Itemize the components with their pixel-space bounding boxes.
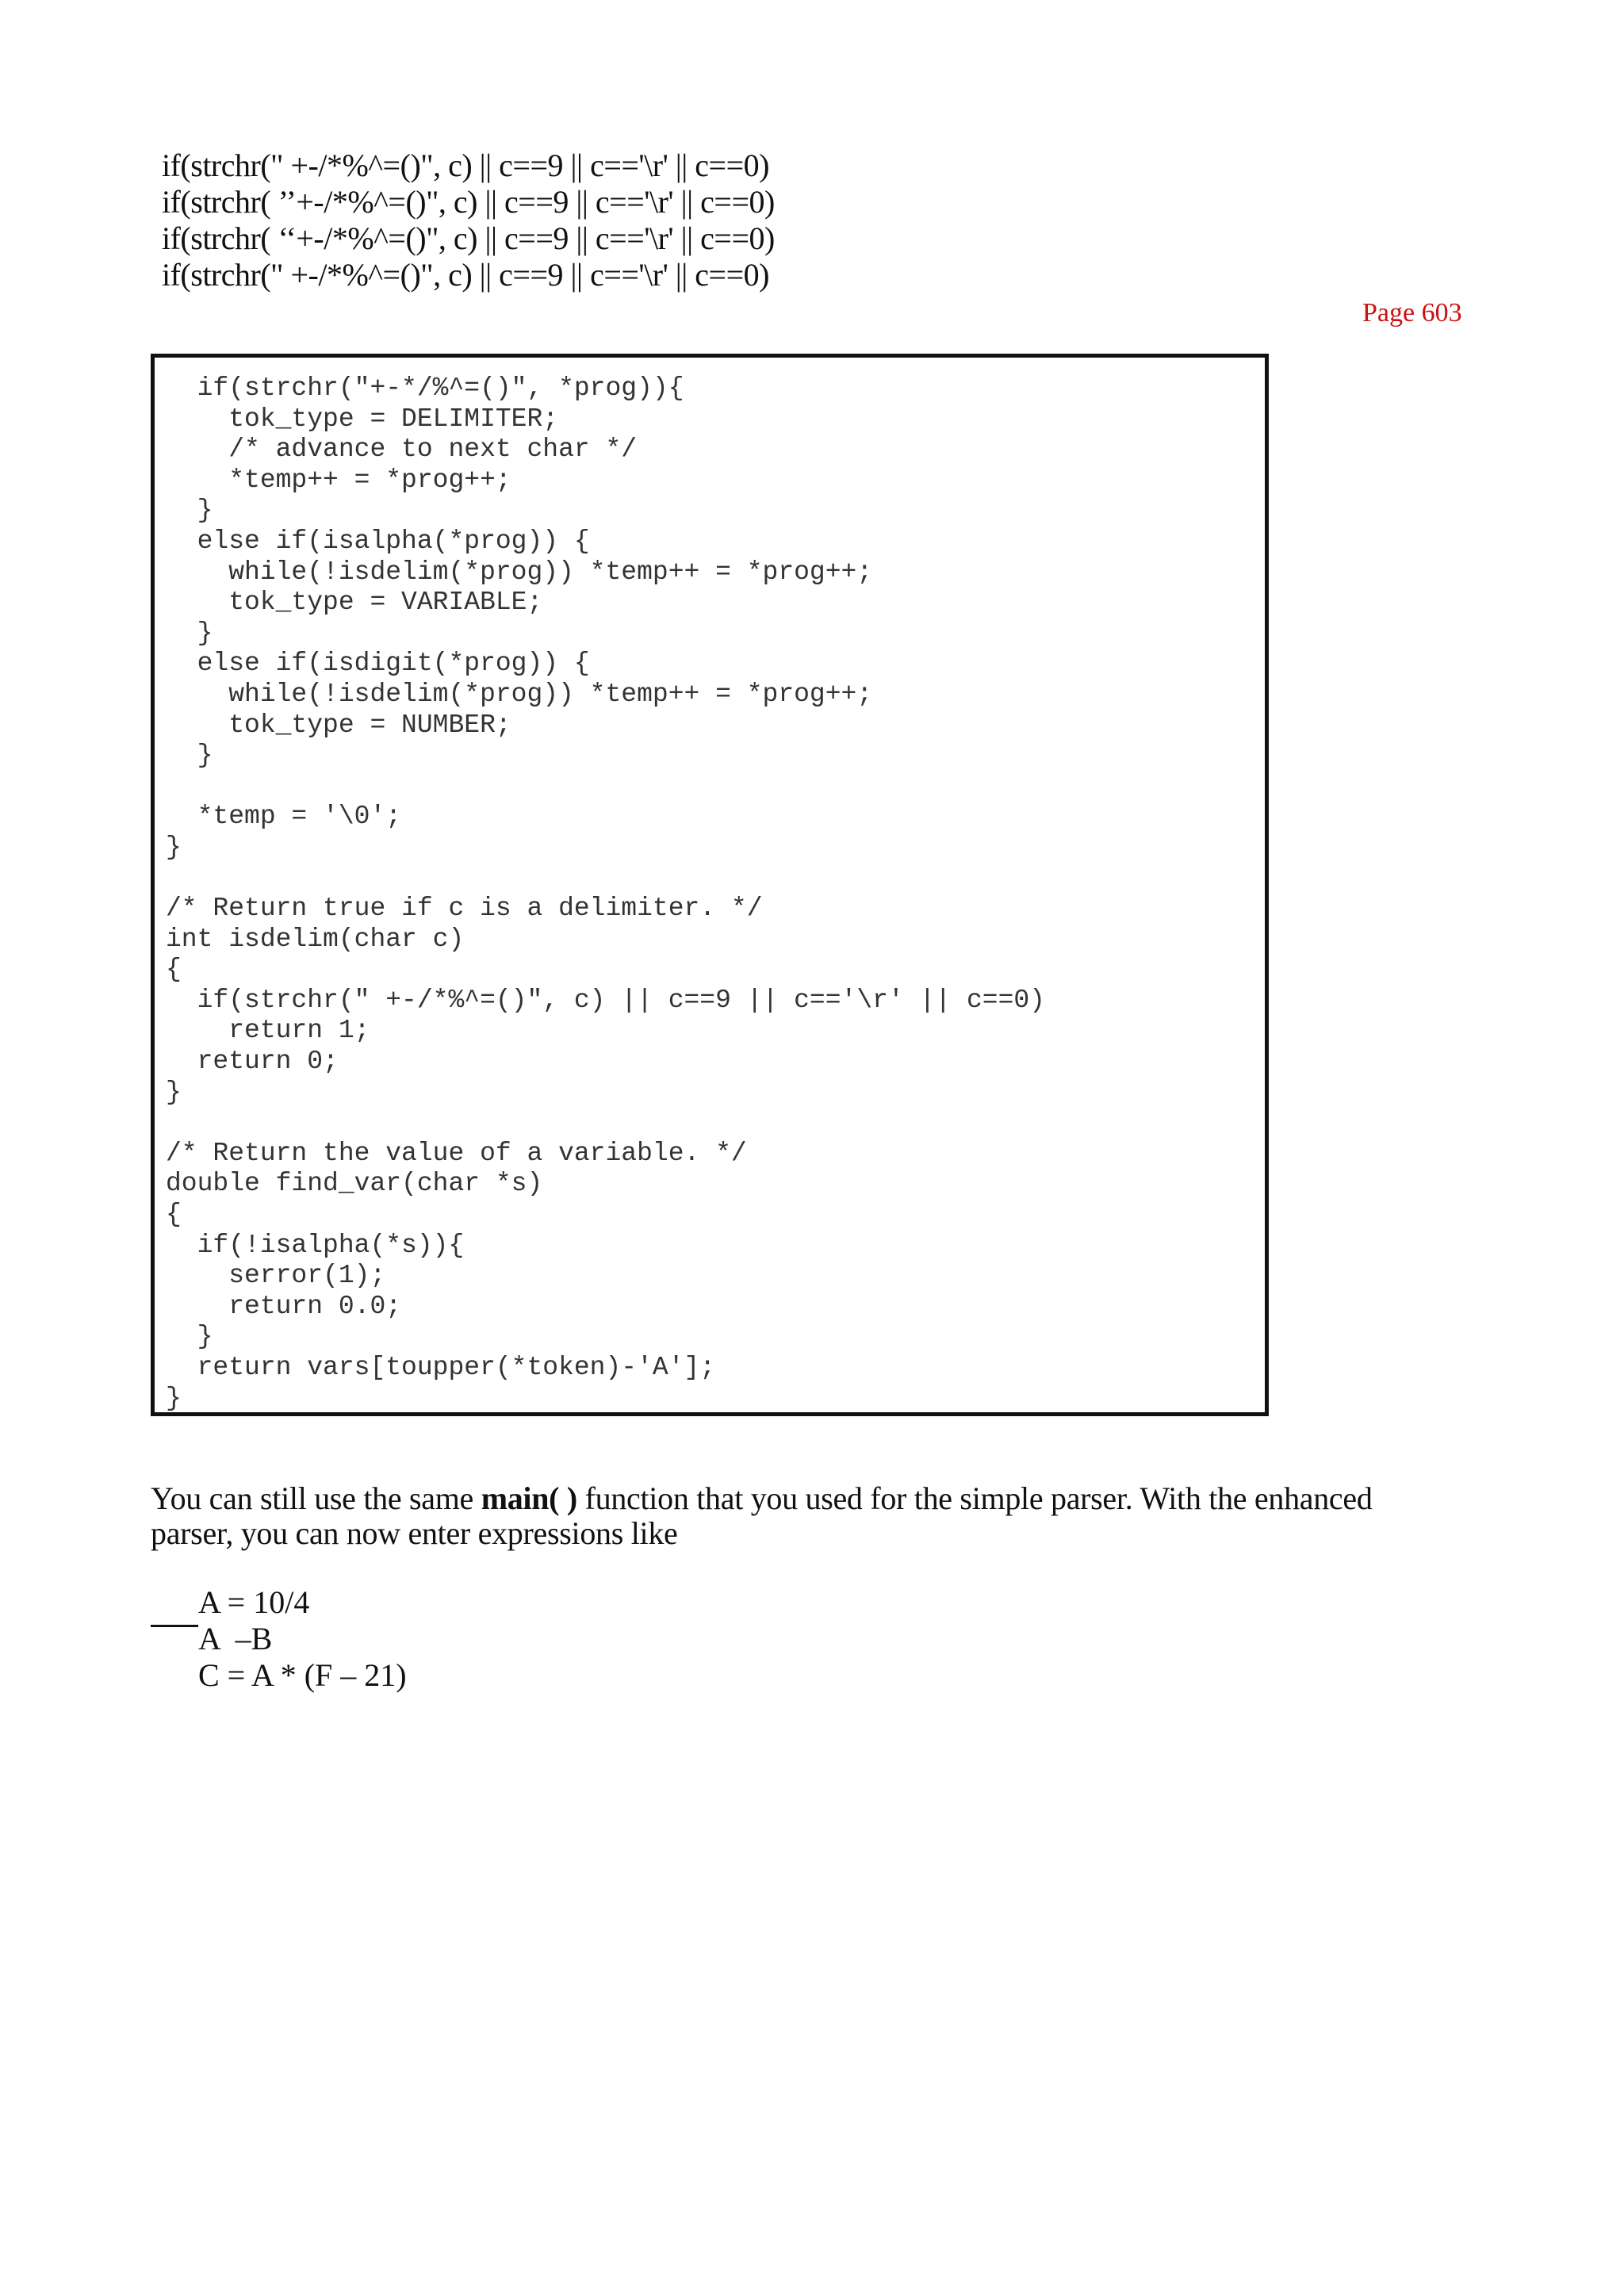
code-line: { xyxy=(166,1200,182,1230)
code-line: } xyxy=(166,496,213,526)
underline-mark xyxy=(151,1625,198,1627)
code-line: return 1; xyxy=(166,1016,370,1046)
example-line: A –B xyxy=(198,1621,273,1656)
function-name: main( ) xyxy=(481,1480,577,1516)
heading-line: if(strchr( ‘‘+-/*%^=()", c) || c==9 || c=='\r' || c==0) xyxy=(162,220,775,256)
code-line: /* advance to next char */ xyxy=(166,435,638,465)
code-listing xyxy=(151,354,1269,1416)
code-line: tok_type = VARIABLE; xyxy=(166,588,543,618)
paragraph-text: You can still use the same xyxy=(151,1480,481,1516)
code-line: else if(isdigit(*prog)) { xyxy=(166,649,590,679)
code-line: if(!isalpha(*s)){ xyxy=(166,1230,465,1260)
heading-code-lines xyxy=(162,147,775,293)
code-line: } xyxy=(166,1077,182,1107)
example-line: A = 10/4 xyxy=(198,1584,310,1620)
body-paragraph xyxy=(151,1481,1459,1551)
code-text xyxy=(166,373,1045,1414)
page-number: Page 603 xyxy=(1362,298,1462,327)
code-line: return 0.0; xyxy=(166,1291,402,1321)
code-line: if(strchr("+-*/%^=()", *prog)){ xyxy=(166,373,684,403)
code-line: serror(1); xyxy=(166,1261,386,1291)
heading-line: if(strchr(" +-/*%^=()", c) || c==9 || c=='\r' || c==0) xyxy=(162,147,769,183)
code-line: return vars[toupper(*token)-'A']; xyxy=(166,1353,716,1382)
code-line: } xyxy=(166,741,213,771)
heading-line: if(strchr(" +-/*%^=()", c) || c==9 || c=='\r' || c==0) xyxy=(162,257,769,293)
code-line: tok_type = NUMBER; xyxy=(166,710,511,740)
code-line: else if(isalpha(*prog)) { xyxy=(166,526,590,556)
code-line: *temp++ = *prog++; xyxy=(166,465,511,495)
code-line xyxy=(166,1108,1045,1139)
paragraph-text: function that you used for the simple parser. With the enhanced parser, you can now enter expressions like xyxy=(151,1480,1373,1551)
code-line: { xyxy=(166,955,182,985)
code-line: if(strchr(" +-/*%^=()", c) || c==9 || c=='\r' || c==0) xyxy=(166,985,1045,1015)
code-line xyxy=(166,772,1045,802)
code-line: /* Return true if c is a delimiter. */ xyxy=(166,894,763,924)
code-line: while(!isdelim(*prog)) *temp++ = *prog++; xyxy=(166,557,873,587)
code-line: } xyxy=(166,1383,182,1413)
example-line: C = A * (F – 21) xyxy=(198,1657,407,1693)
code-line xyxy=(166,864,1045,894)
code-line: /* Return the value of a variable. */ xyxy=(166,1138,747,1168)
code-line: } xyxy=(166,618,213,648)
code-line: tok_type = DELIMITER; xyxy=(166,404,559,434)
code-line: int isdelim(char c) xyxy=(166,924,465,954)
heading-line: if(strchr( ’’+-/*%^=()", c) || c==9 || c=='\r' || c==0) xyxy=(162,184,775,220)
code-line: } xyxy=(166,1322,213,1352)
code-line: return 0; xyxy=(166,1047,339,1077)
code-line: while(!isdelim(*prog)) *temp++ = *prog++; xyxy=(166,679,873,709)
code-line: double find_var(char *s) xyxy=(166,1169,543,1199)
code-line: *temp = '\0'; xyxy=(166,802,402,832)
code-line: } xyxy=(166,832,182,862)
example-expressions xyxy=(198,1584,407,1694)
